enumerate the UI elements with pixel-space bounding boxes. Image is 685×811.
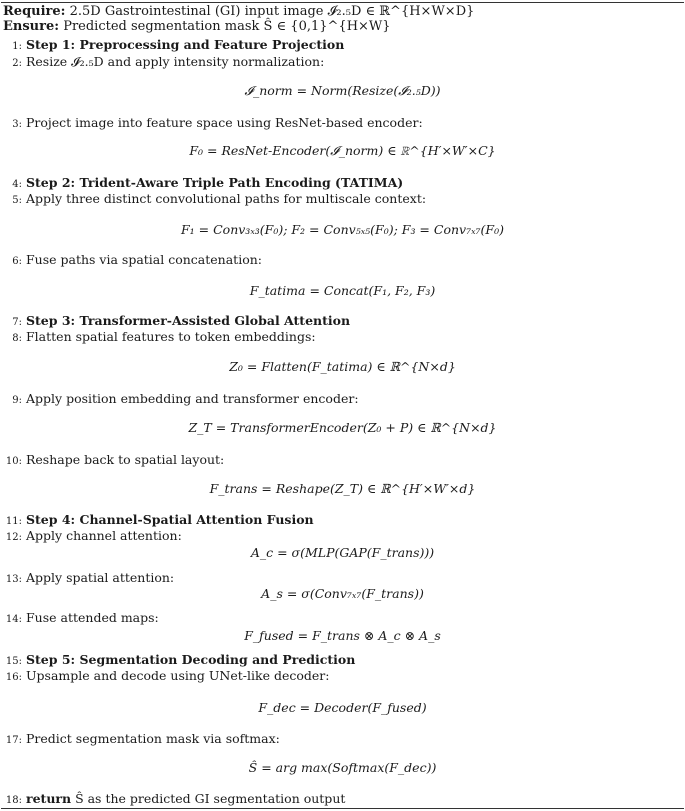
algo-line-16: 16: Upsample and decode using UNet-like decoder:	[5, 668, 330, 683]
algo-line-13: 13: Apply spatial attention:	[5, 570, 175, 585]
bottom-rule	[1, 808, 684, 809]
equation-4: F_tatima = Concat(F₁, F₂, F₃)	[249, 283, 436, 298]
algo-line-17: 17: Predict segmentation mask via softmax:	[5, 731, 280, 746]
require-text: 2.5D Gastrointestinal (GI) input image 𝓘₂.₅D ∈ ℝ^{H×W×D}	[69, 4, 475, 19]
algo-line-11: 11: Step 4: Channel-Spatial Attention Fusion	[5, 512, 314, 527]
ensure-text: Predicted segmentation mask Ŝ ∈ {0,1}^{H×W}	[63, 19, 391, 34]
ensure-label: Ensure:	[3, 19, 60, 34]
equation-6: Z_T = TransformerEncoder(Z₀ + P) ∈ ℝ^{N×d}	[188, 420, 497, 435]
equation-10: F_fused = F_trans ⊗ A_c ⊗ A_s	[244, 628, 441, 643]
require-line	[3, 4, 474, 19]
equation-3: F₁ = Conv₃ₓ₃(F₀); F₂ = Conv₅ₓ₅(F₀); F₃ = Conv₇ₓ₇(F₀)	[181, 222, 504, 237]
equation-5: Z₀ = Flatten(F_tatima) ∈ ℝ^{N×d}	[229, 359, 456, 374]
top-rule	[1, 2, 684, 3]
algo-line-9: 9: Apply position embedding and transformer encoder:	[12, 391, 359, 406]
algo-line-7: 7: Step 3: Transformer-Assisted Global Attention	[12, 313, 351, 328]
algo-line-2: 2: Resize 𝓘₂.₅D and apply intensity normalization:	[12, 54, 325, 69]
algo-line-10: 10: Reshape back to spatial layout:	[5, 452, 225, 467]
algo-line-4: 4: Step 2: Trident-Aware Triple Path Encoding (TATIMA)	[12, 175, 404, 190]
equation-2: F₀ = ResNet-Encoder(𝓘_norm) ∈ ℝ^{H′×W′×C}	[189, 143, 496, 158]
equation-9: A_s = σ(Conv₇ₓ₇(F_trans))	[261, 586, 424, 601]
algo-line-12: 12: Apply channel attention:	[5, 528, 182, 543]
algo-line-14: 14: Fuse attended maps:	[5, 610, 159, 625]
require-label: Require:	[3, 4, 66, 19]
algo-line-18: 18: return Ŝ as the predicted GI segmentation output	[5, 791, 346, 806]
equation-1: 𝓘_norm = Norm(Resize(𝓘₂.₅D))	[244, 83, 441, 98]
algo-line-15: 15: Step 5: Segmentation Decoding and Prediction	[5, 652, 356, 667]
algo-line-1: 1: Step 1: Preprocessing and Feature Projection	[12, 37, 345, 52]
algo-line-6: 6: Fuse paths via spatial concatenation:	[12, 252, 262, 267]
algo-line-8: 8: Flatten spatial features to token embeddings:	[12, 329, 316, 344]
equation-11: F_dec = Decoder(F_fused)	[258, 700, 427, 715]
ensure-line	[3, 19, 391, 34]
equation-7: F_trans = Reshape(Z_T) ∈ ℝ^{H′×W′×d}	[209, 481, 476, 496]
equation-12: Ŝ = arg max(Softmax(F_dec))	[248, 760, 437, 775]
algo-line-3: 3: Project image into feature space using ResNet-based encoder:	[12, 115, 423, 130]
algo-line-5: 5: Apply three distinct convolutional paths for multiscale context:	[12, 191, 427, 206]
equation-8: A_c = σ(MLP(GAP(F_trans)))	[250, 545, 435, 560]
